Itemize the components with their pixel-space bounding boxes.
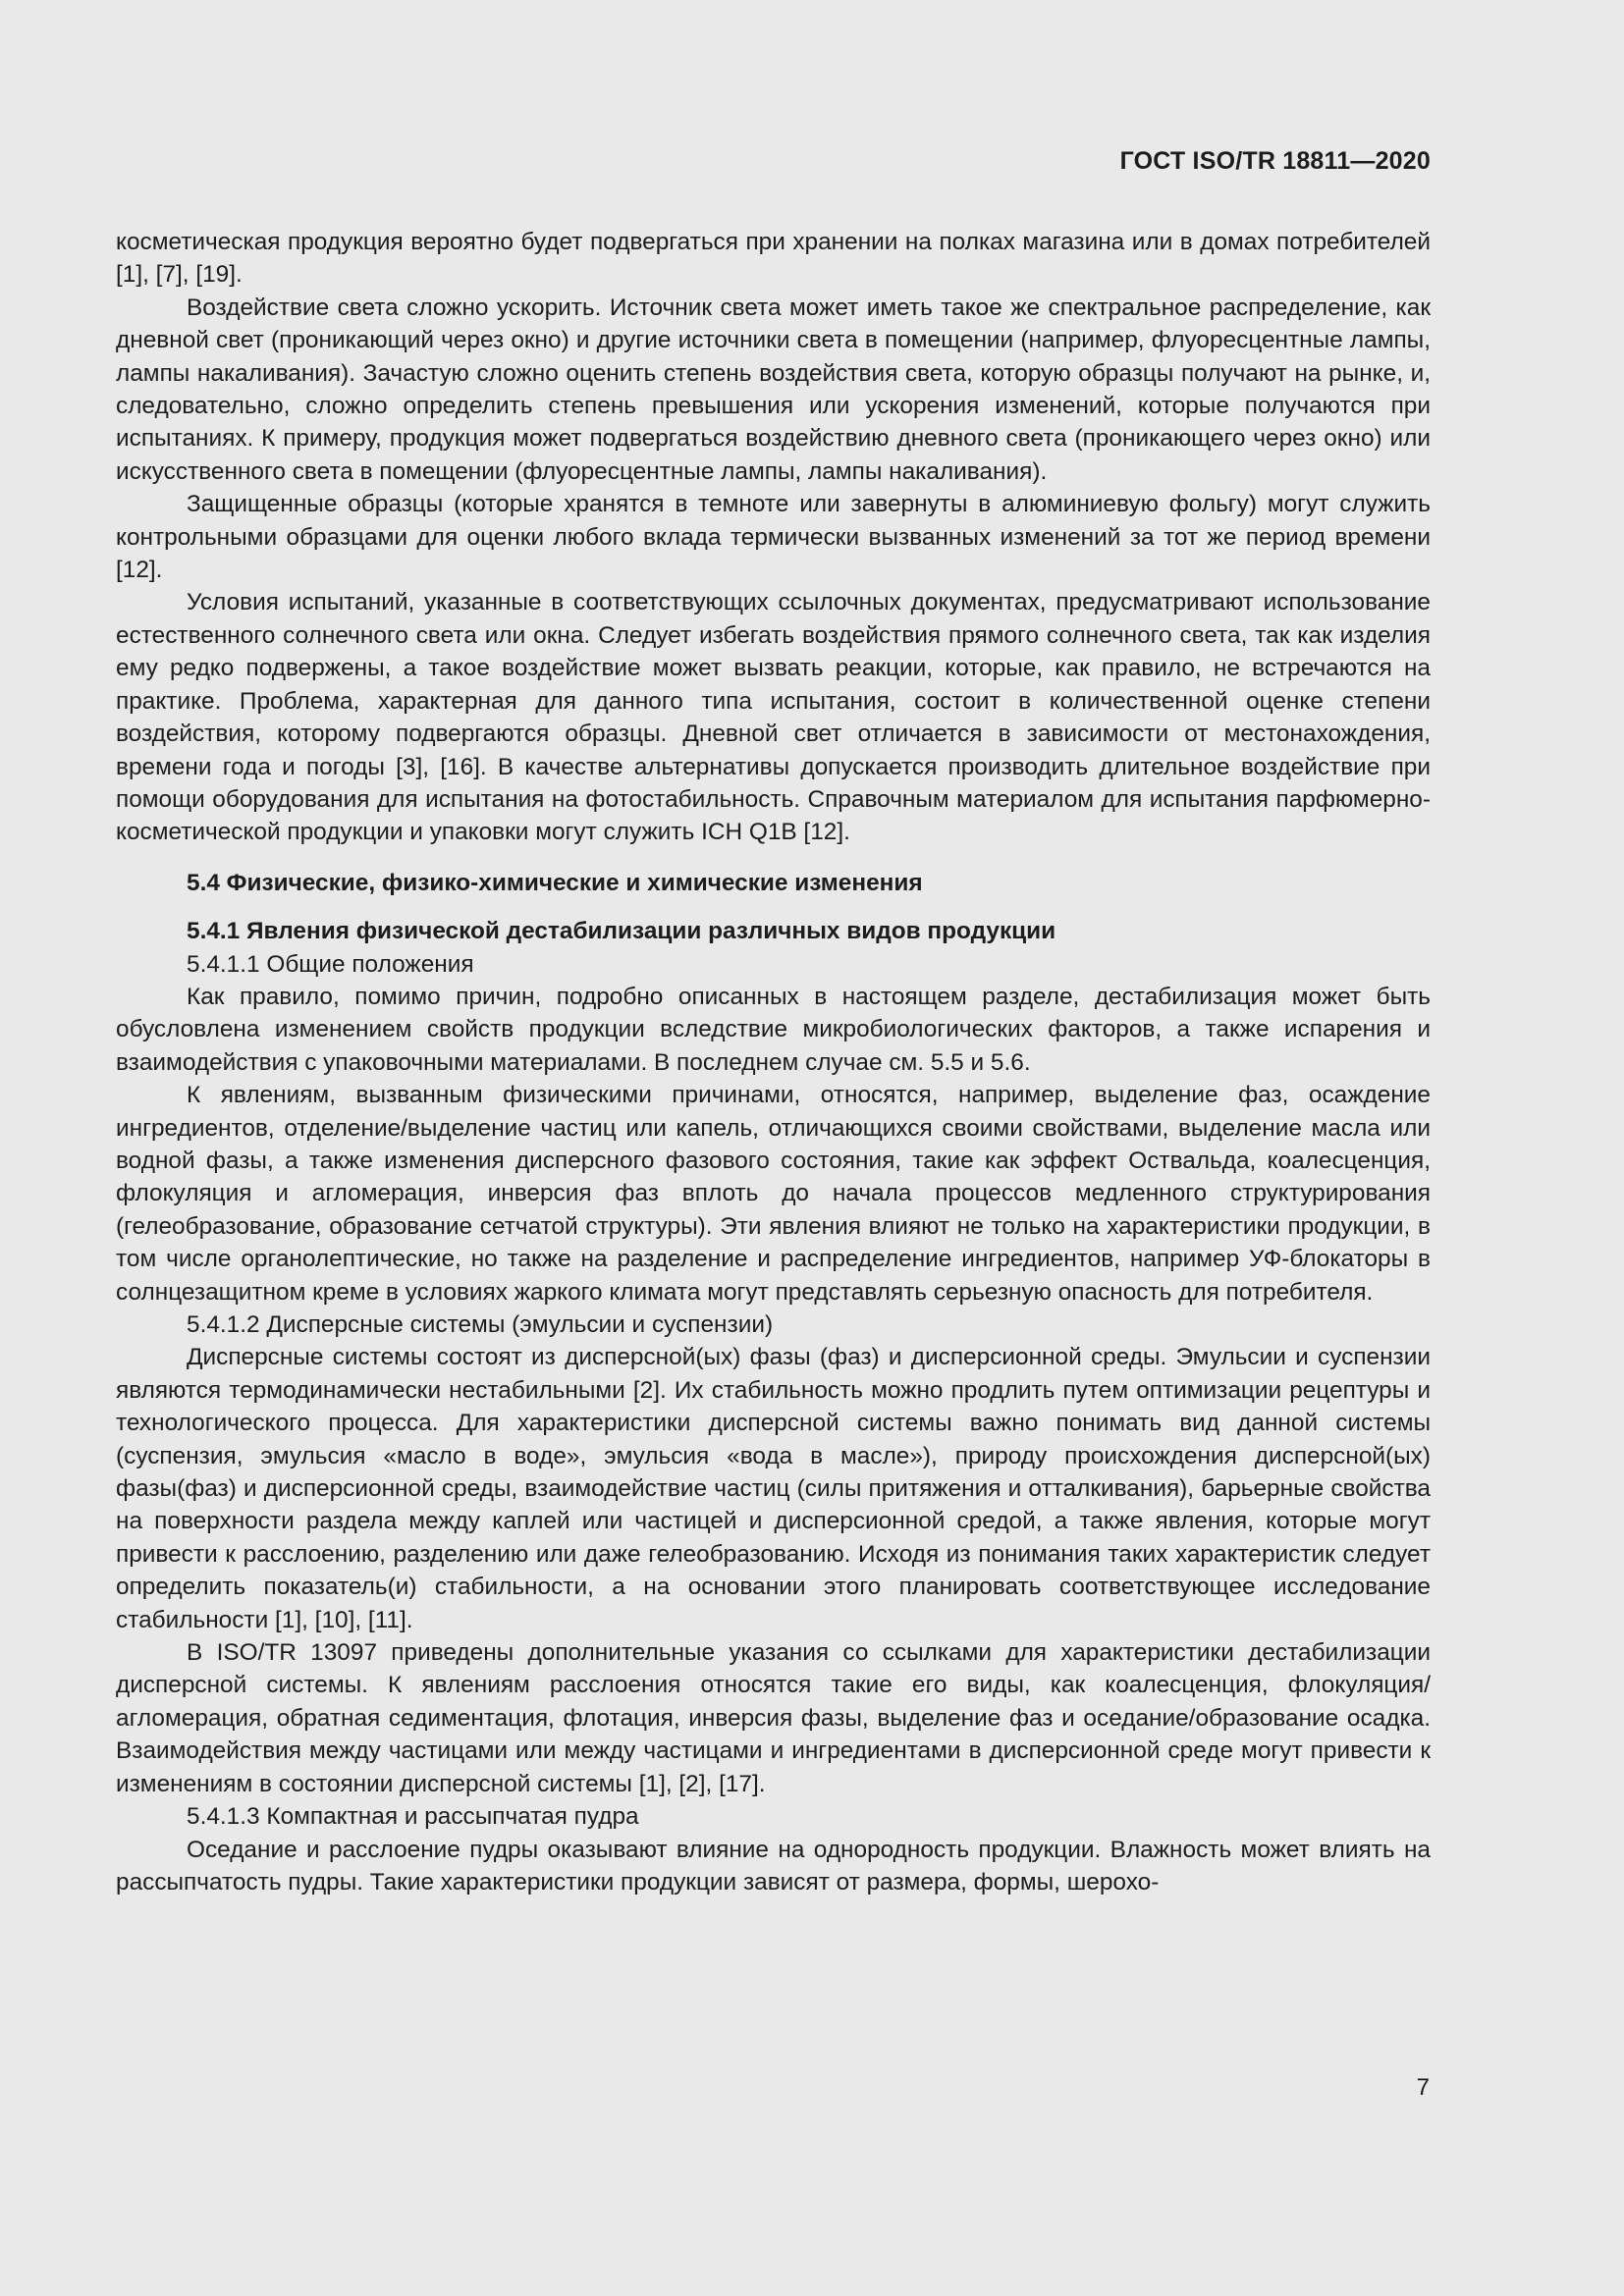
section-heading-5-4-1: 5.4.1 Явления физической дестабилизации различных видов продукции [187,918,1056,945]
paragraph-light-exposure: Воздействие света сложно ускорить. Источник света может иметь такое же спектральное распределение, как дневной свет (проникающий через окно) и другие источники света в помещении (например, флуоресцентные лампы, лампы накаливания). Зачастую сложно оценить степень воздействия света, которую образцы получают на рынке, и, следовательно, сложно определить степень превышения или ускорения изменений, которые получаются при испытаниях. К примеру, продукция может подвергаться воздействию дневного света (проникающего через окно) или искусственного света в помещении (флуоресцентные лампы, лампы накаливания). [116,294,1431,485]
paragraph-physical-phenomena: К явлениям, вызванным физическими причинами, относятся, например, выделение фаз, осаждение ингредиентов, отделение/выделение частиц или капель, отличающихся своими свойствами, выделение масла или водной фазы, а также изменения дисперсного фазового состояния, такие как эффект Оствальда, коалесценция, флокуляция и агломерация, инверсия фаз вплоть до начала процессов медленного структурирования (гелеобразование, образование сетчатой структуры). Эти явления влияют не только на характеристики продукции, в том числе органолептические, но также на разделение и распределение ингредиентов, например УФ-блокаторы в солнцезащитном креме в условиях жаркого климата могут представлять серьезную опасность для потребителя. [116,1082,1431,1306]
section-heading-5-4: 5.4 Физические, физико-химические и химические изменения [187,869,923,896]
paragraph-continuation: косметическая продукция вероятно будет подвергаться при хранении на полках магазина или в домах потребителей [1], [7], [19]. [116,229,1431,289]
paragraph-protected-samples: Защищенные образцы (которые хранятся в темноте или завернуты в алюминиевую фольгу) могут служить контрольными образцами для оценки любого вклада термически вызванных изменений за тот же период времени [12]. [116,491,1431,584]
section-heading-5-4-1-1: 5.4.1.1 Общие положения [187,950,474,978]
paragraph-iso-tr-13097: В ISO/TR 13097 приведены дополнительные указания со ссылками для характеристики дестабилизации дисперсной системы. К явлениям расслоения относятся такие его виды, как коалесценция, флокуляция/агломерация, обратная седиментация, флотация, инверсия фазы, выделение фаз и оседание/образование осадка. Взаимодействия между частицами или между частицами и ингредиентами в дисперсионной среде могут привести к изменениям в состоянии дисперсной системы [1], [2], [17]. [116,1639,1431,1797]
section-heading-5-4-1-3: 5.4.1.3 Компактная и рассыпчатая пудра [187,1803,639,1831]
page-body [116,226,1431,1898]
paragraph-dispersed-systems: Дисперсные системы состоят из дисперсной(ых) фазы (фаз) и дисперсионной среды. Эмульсии и суспензии являются термодинамически нестабильными [2]. Их стабильность можно продлить путем оптимизации рецептуры и технологического процесса. Для характеристики дисперсной системы важно понимать вид данной системы (суспензия, эмульсия «масло в воде», эмульсия «вода в масле»), природу происхождения дисперсной(ых) фазы(фаз) и дисперсионной среды, взаимодействие частиц (силы притяжения и отталкивания), барьерные свойства на поверхности раздела между каплей или частицей и дисперсионной средой, а также явления, которые могут привести к расслоению, разделению или даже гелеобразованию. Исходя из понимания таких характеристик следует определить показатель(и) стабильности, а на основании этого планировать соответствующее исследование стабильности [1], [10], [11]. [116,1344,1431,1633]
section-heading-5-4-1-2: 5.4.1.2 Дисперсные системы (эмульсии и суспензии) [187,1311,774,1338]
page-number: 7 [1416,2074,1430,2101]
document-header: ГОСТ ISO/TR 18811—2020 [1119,147,1431,175]
paragraph-test-conditions: Условия испытаний, указанные в соответствующих ссылочных документах, предусматривают использование естественного солнечного света или окна. Следует избегать воздействия прямого солнечного света, так как изделия ему редко подвержены, а такое воздействие может вызвать реакции, которые, как правило, не встречаются на практике. Проблема, характерная для данного типа испытания, состоит в количественной оценке степени воздействия, которому подвергаются образцы. Дневной свет отличается в зависимости от местонахождения, времени года и погоды [3], [16]. В качестве альтернативы допускается производить длительное воздействие при помощи оборудования для испытания на фотостабильность. Справочным материалом для испытания парфюмерно-косметической продукции и упаковки могут служить ICH Q1B [12]. [116,589,1431,846]
paragraph-powder: Оседание и расслоение пудры оказывают влияние на однородность продукции. Влажность может влиять на рассыпчатость пудры. Такие характеристики продукции зависят от размера, формы, шерохо- [116,1836,1431,1896]
paragraph-destabilization-causes: Как правило, помимо причин, подробно описанных в настоящем разделе, дестабилизация может быть обусловлена изменением свойств продукции вследствие микробиологических факторов, а также испарения и взаимодействия с упаковочными материалами. В последнем случае см. 5.5 и 5.6. [116,983,1431,1076]
